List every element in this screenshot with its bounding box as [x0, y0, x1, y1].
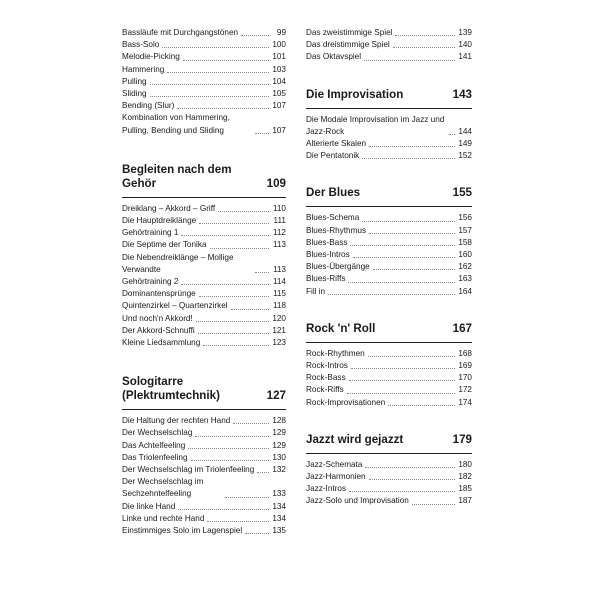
toc-entry[interactable]: Rock-Riffs 172 [306, 385, 472, 395]
section-title: Die Improvisation [306, 87, 404, 101]
toc-entry[interactable]: Bass-Solo 100 [122, 40, 286, 50]
toc-entry[interactable]: Jazz-Solo und Improvisation 187 [306, 496, 472, 506]
toc-entry[interactable]: Sliding 105 [122, 89, 286, 99]
toc-entry[interactable]: Kleine Liedsammlung 123 [122, 338, 286, 348]
section-title: Jazzt wird gejazzt [306, 432, 404, 446]
toc-entry[interactable]: Das zweistimmige Spiel 139 [306, 28, 472, 37]
toc-entry[interactable]: Hammering 103 [122, 64, 286, 74]
toc-entry[interactable]: Die Haltung der rechten Hand 128 [122, 416, 286, 426]
section-title: Begleiten nach dem Gehör [122, 162, 232, 190]
section-heading-sologitarre[interactable] [122, 375, 286, 410]
toc-entry[interactable]: Blues-Schema 156 [306, 213, 472, 223]
toc-entry[interactable]: Rock-Rhythmen 168 [306, 348, 472, 358]
toc-entry[interactable]: Jazz-Harmonien 182 [306, 472, 472, 482]
section-heading-improvisation[interactable] [306, 88, 472, 109]
toc-entry[interactable]: Gehörtraining 2 114 [122, 277, 286, 287]
toc-list [306, 459, 472, 508]
section-page: 179 [452, 432, 472, 446]
toc-entry[interactable]: Das dreistimmige Spiel 140 [306, 40, 472, 50]
toc-entry[interactable]: Das Achtelfeeling 129 [122, 440, 286, 450]
toc-list [122, 27, 286, 137]
toc-entry[interactable]: Blues-Bass 158 [306, 237, 472, 247]
toc-entry[interactable]: Die Modale Improvisation im Jazz und Jazz-Rock 144 [306, 114, 472, 136]
toc-entry[interactable]: Die Pentatonik 152 [306, 151, 472, 161]
section-page: 155 [452, 186, 472, 200]
toc-right-column [306, 27, 472, 508]
toc-entry[interactable]: Das Oktavspiel 141 [306, 52, 472, 62]
toc-entry[interactable]: Der Akkord-Schnuffi 121 [122, 325, 286, 335]
toc-entry[interactable]: Der Wechselschlag 129 [122, 428, 286, 438]
toc-entry[interactable]: Der Wechselschlag im Sechzehntelfeeling 133 [122, 477, 286, 499]
toc-entry[interactable]: Die linke Hand 134 [122, 501, 286, 511]
toc-entry[interactable]: Die Hauptdreiklänge 111 [122, 216, 286, 226]
toc-entry[interactable]: Das Triolenfeeling 130 [122, 452, 286, 462]
toc-entry[interactable]: Dreiklang – Akkord – Griff 110 [122, 203, 286, 213]
section-page: 167 [452, 321, 472, 335]
section-page: 109 [266, 176, 286, 190]
section-title: Rock 'n' Roll [306, 321, 376, 335]
toc-entry[interactable]: Melodie-Picking 101 [122, 52, 286, 62]
section-page: 127 [266, 389, 286, 403]
toc-entry[interactable]: Blues-Intros 160 [306, 250, 472, 260]
toc-entry[interactable]: Kombination von Hammering, Pulling, Bending und Sliding 107 [122, 113, 286, 135]
section-title: Sologitarre (Plektrumtechnik) [122, 375, 220, 403]
section-page: 143 [452, 87, 472, 101]
toc-entry[interactable]: Und noch'n Akkord! 120 [122, 313, 286, 323]
toc-entry[interactable]: Die Septime der Tonika 113 [122, 240, 286, 250]
toc-entry[interactable]: Quintenzirkel – Quartenzirkel 118 [122, 301, 286, 311]
toc-entry[interactable]: Der Wechselschlag im Triolenfeeling 132 [122, 465, 286, 475]
section-heading-begleiten[interactable] [122, 163, 286, 198]
section-heading-jazz[interactable] [306, 433, 472, 454]
toc-entry[interactable]: Alterierte Skalen 149 [306, 139, 472, 149]
toc-entry[interactable]: Blues-Rhythmus 157 [306, 225, 472, 235]
toc-list [122, 203, 286, 349]
toc-entry[interactable]: Fill in 164 [306, 286, 472, 296]
toc-entry[interactable]: Bassläufe mit Durchgangstönen 99 [122, 28, 286, 37]
toc-entry[interactable]: Blues-Übergänge 162 [306, 262, 472, 272]
toc-list [306, 212, 472, 297]
toc-list [306, 114, 472, 163]
toc-list [306, 348, 472, 409]
toc-entry[interactable]: Einstimmiges Solo im Lagenspiel 135 [122, 526, 286, 536]
section-title: Der Blues [306, 186, 361, 200]
toc-entry[interactable]: Pulling 104 [122, 76, 286, 86]
toc-entry[interactable]: Blues-Riffs 163 [306, 274, 472, 284]
toc-entry[interactable]: Dominantensprünge 115 [122, 289, 286, 299]
toc-entry[interactable]: Jazz-Intros 185 [306, 484, 472, 494]
toc-entry[interactable]: Rock-Intros 169 [306, 361, 472, 371]
toc-entry[interactable]: Jazz-Schemata 180 [306, 459, 472, 469]
toc-entry[interactable]: Rock-Bass 170 [306, 373, 472, 383]
section-heading-rock[interactable] [306, 322, 472, 343]
toc-list [122, 415, 286, 537]
toc-list [306, 27, 472, 64]
toc-entry[interactable]: Bending (Slur) 107 [122, 101, 286, 111]
toc-entry[interactable]: Die Nebendreiklänge – Mollige Verwandte 113 [122, 252, 286, 274]
toc-entry[interactable]: Linke und rechte Hand 134 [122, 513, 286, 523]
toc-left-column [122, 27, 286, 537]
toc-entry[interactable]: Rock-Improvisationen 174 [306, 397, 472, 407]
toc-entry[interactable]: Gehörtraining 1 112 [122, 228, 286, 238]
section-heading-blues[interactable] [306, 186, 472, 207]
